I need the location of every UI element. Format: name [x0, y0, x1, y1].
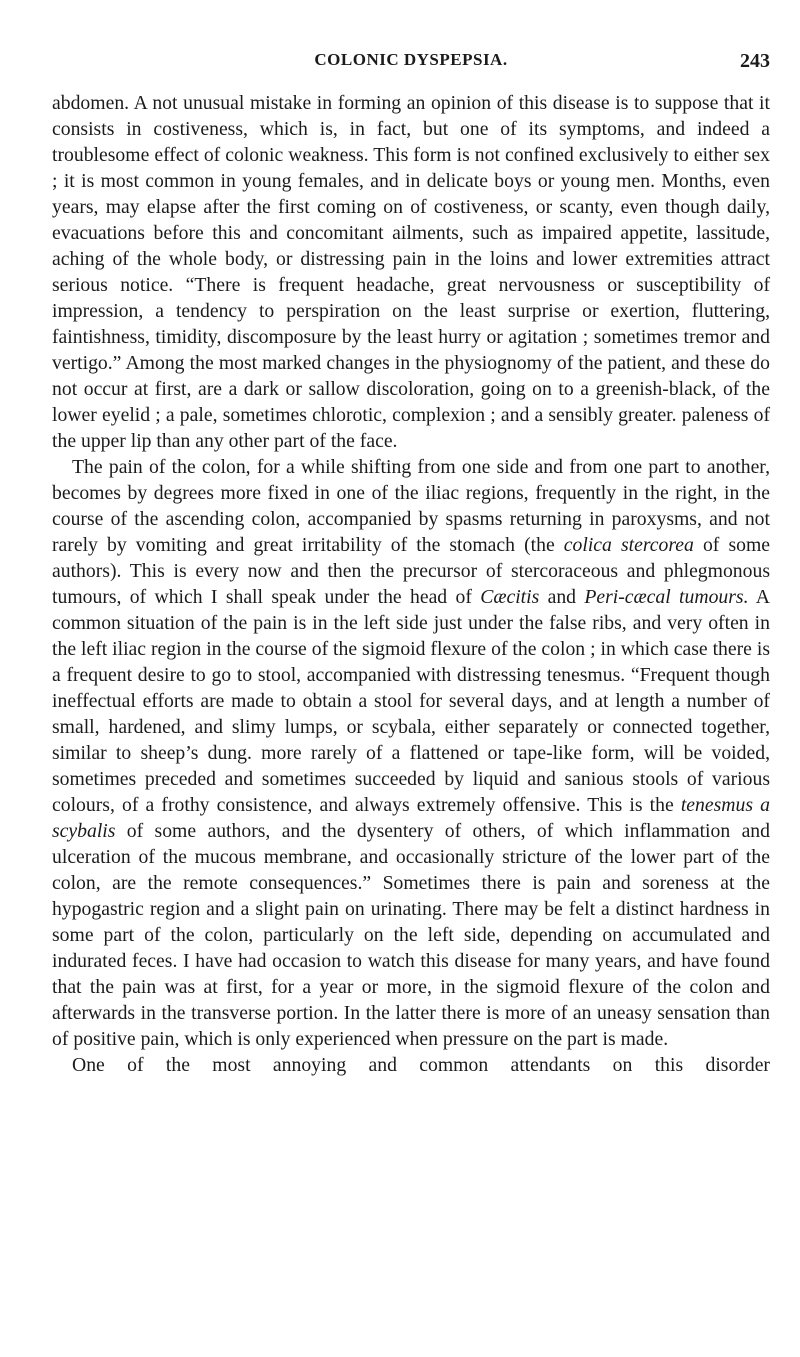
text-segment: of some authors). This is every now and then the precursor of stercoraceous and phlegmonous tumours, of which I shall speak under the head of: [52, 534, 770, 608]
paragraph: [52, 1052, 770, 1078]
text-segment: abdomen. A not unusual mistake in forming an opinion of this disease is to suppose that it consists in costiveness, which is, in fact, but one of its symptoms, and indeed a troublesome effect of colonic weakness. This form is not confined exclusively to either sex ; it is most common in young females, and in delicate boys or young men. Months, even years, may elapse after the first coming on of costiveness, or scanty, even though daily, evacuations before this and concomitant ailments, such as impaired appetite, lassitude, aching of the whole body, or distressing pain in the loins and lower extremities attract serious notice. “There is frequent headache, great nervousness or susceptibility of impression, a tendency to perspiration on the least surprise or exertion, fluttering, faintishness, timidity, discomposure by the least hurry or agitation ; sometimes tremor and vertigo.” Among the most marked changes in the physiognomy of the patient, and these do not occur at first, are a dark or sallow discoloration, going on to a greenish-black, of the lower eyelid ; a pale, sometimes chlorotic, complexion ; and a sensibly greater. paleness of the upper lip than any other part of the face.: [52, 92, 770, 452]
italic-term: tenesmus a scybalis: [52, 794, 770, 842]
text-segment: A common situation of the pain is in the left side just under the false ribs, and very often in the left iliac region in the course of the sigmoid flexure of the colon ; in which case there is a frequent desire to go to stool, accompanied with distressing tenesmus. “Frequent though ineffectual efforts are made to obtain a stool for several days, and at length a number of small, hardened, and slimy lumps, or scybala, either separately or connected together, similar to sheep’s dung. more rarely of a flattened or tape-like form, will be voided, sometimes preceded and sometimes succeeded by liquid and sanious stools of various colours, of a frothy consistence, and always extremely offensive. This is the: [52, 586, 770, 816]
running-title: COLONIC DYSPEPSIA.: [314, 50, 508, 69]
page-number: 243: [740, 50, 770, 72]
italic-term: colica stercorea: [563, 534, 694, 556]
paragraph: [52, 454, 770, 1052]
body-text: [52, 90, 770, 1078]
text-segment: The pain of the colon, for a while shifting from one side and from one part to another, becomes by degrees more fixed in one of the iliac regions, frequently in the right, in the course of the ascending colon, accompanied by spasms returning in paroxysms, and not rarely by vomiting and great irritability of the stomach (the: [52, 456, 770, 556]
text-segment: and: [539, 586, 585, 608]
italic-term: Peri-cæcal tumours.: [584, 586, 749, 608]
paragraph: [52, 90, 770, 454]
text-segment: One of the most annoying and common attendants on this disorder: [72, 1054, 770, 1076]
italic-term: Cæcitis: [480, 586, 540, 608]
text-segment: of some authors, and the dysentery of others, of which inflammation and ulceration of the mucous membrane, and occasionally stricture of the lower part of the colon, are the remote consequences.” Sometimes there is pain and soreness at the hypogastric region and a slight pain on urinating. There may be felt a distinct hardness in some part of the colon, particularly on the left side, depending on accumulated and indurated feces. I have had occasion to watch this disease for many years, and have found that the pain was at first, for a year or more, in the sigmoid flexure of the colon and afterwards in the transverse portion. In the latter there is more of an uneasy sensation than of positive pain, which is only experienced when pressure on the part is made.: [52, 820, 770, 1050]
running-head: [52, 50, 770, 90]
